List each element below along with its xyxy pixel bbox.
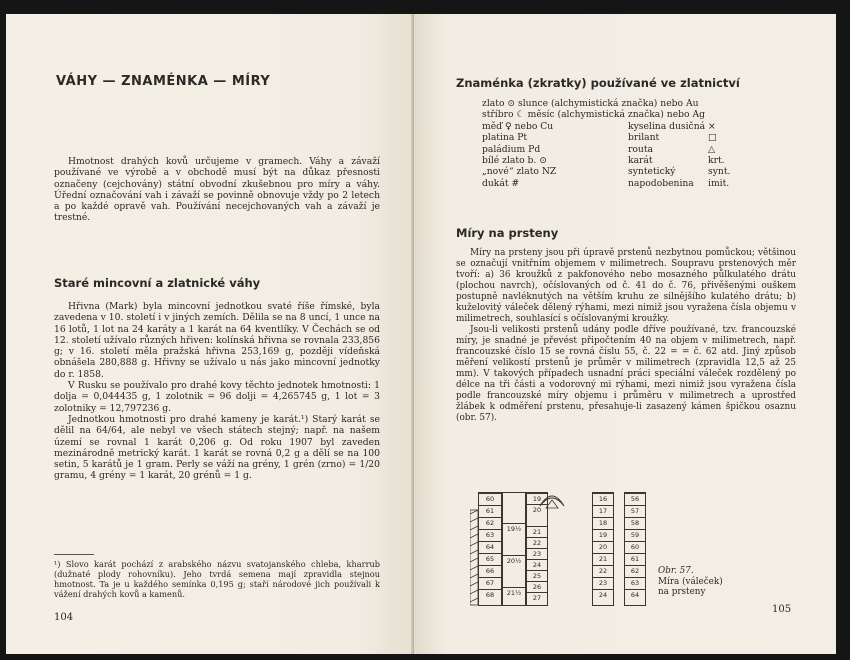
figure-caption-line: Míra (váleček) — [658, 576, 723, 587]
marks-cell: syntetický — [628, 166, 676, 178]
ruler-tick: 60 — [479, 493, 501, 505]
marks-row — [482, 132, 782, 143]
ruler-tick: 24 — [593, 589, 613, 601]
ruler-tick: 62 — [625, 565, 645, 577]
marks-cell: měď ♀ nebo Cu — [482, 120, 554, 132]
marks-section-title: Znaménka (zkratky) používané ve zlatnictví — [456, 76, 740, 90]
marks-cell: zlato ⊙ slunce (alchymistická značka) nebo Au — [482, 98, 699, 109]
page-number-right: 105 — [772, 604, 792, 615]
intro-text: Hmotnost drahých kovů určujeme v gramech. Váhy a závaží používané ve výrobě a v obchodě musí být na důkaz přesnosti označeny (cejchovány) státní obvodní zkušebnou pro míry a váhy. Úřední označování vah i závaží se povinně obnovuje vždy po 2 letech a po každé opravě vah. Používání necejchovaných vah a závaží je trestné. — [54, 156, 380, 224]
ruler-tick: 62 — [479, 517, 501, 529]
marks-cell: kyselina dusičná — [628, 120, 706, 132]
marks-symbol: □ — [708, 132, 717, 144]
paragraph-french-size: Jsou-li velikosti prstenů udány podle dříve používané, tzv. francouzské míry, je snadné je převést připočtením 40 na objem v milimetrech, např. francouzské číslo 15 se rovná číslu 55, č. 22 = = č. 62 atd. Jiný způsob měření velikostí prstenů je průměr v milimetrech (zpravidla 12,5 až 25 mm). V takových případech usnadní práci speciální váleček rozdělený po délce na tři části a vodorovný mi rýhami, mezi nimiž jsou vyražena čísla podle francouzské míry objemu i průměru v milimetrech a uprostřed žlábek k odměření prstenu, přesahuje-li zasazený kámen špičkou osaznu (obr. 57). — [456, 325, 796, 423]
marks-symbol: × — [708, 120, 716, 132]
ruler-tick: 61 — [479, 505, 501, 517]
ruler-tick: 23 — [593, 577, 613, 589]
ruler-tick: 25 — [527, 570, 547, 582]
right-page — [414, 14, 836, 654]
intro-paragraph — [54, 156, 380, 224]
paragraph-mark: Hřivna (Mark) byla mincovní jednotkou svaté říše římské, byla zavedena v 10. století i v jiných zemích. Dělila se na 8 uncí, 1 unce na 16 lotů, 1 lot na 24 karáty a 1 karát na 64 kventlíky. V Čechách se od 12. století užívalo různých hřiven: kolínská hřivna se rovnala 233,856 g; v 16. století měla pražská hřivna 253,169 g, později vídeňská obnášela 280,888 g. Hřivny se užívalo u nás jako mincovní jednotky do r. 1858. — [54, 301, 380, 380]
marks-cell: paládium Pd — [482, 143, 541, 155]
ruler-column-diameter — [592, 492, 614, 606]
ruler-tick: 64 — [625, 589, 645, 601]
section-title-coin-scales: Staré mincovní a zlatnické váhy — [54, 276, 261, 290]
paragraph-ring-gauge: Míry na prsteny jsou při úpravě prstenů nezbytnou pomůckou; většinou se označují vnitřním objemem v milimetrech. Soupravu prstenových měr tvoří: a) 36 kroužků z pakfonového nebo mosazného půlkulatého drátu (plochou navrch), očíslovaných od č. 41 do č. 76, přivěšenými ouškem postupně navléknutých na větším kruhu ze silnějšího kulatého drátu; b) kuželovitý váleček dělený rýhami, mezi nimiž jsou vyražena čísla objemu v milimetrech, souhlasící s očíslovanými kroužky. — [456, 248, 796, 324]
marks-cell: karát — [628, 155, 653, 167]
ruler-tick: 24 — [527, 559, 547, 571]
ruler-tick: 20 — [527, 504, 547, 516]
marks-cell: dukát # — [482, 177, 520, 189]
ruler-column-inner — [526, 492, 548, 606]
ruler-tick: 65 — [479, 553, 501, 565]
ruler-column-circumference — [624, 492, 646, 606]
hatched-strip-left — [470, 510, 478, 605]
marks-cell: stříbro ☾ měsíc (alchymistická značka) nebo Ag — [482, 109, 705, 121]
ruler-tick: 23 — [527, 548, 547, 560]
ruler-tick: 19½ — [503, 523, 525, 535]
ruler-tick: 57 — [625, 505, 645, 517]
chapter-title: VÁHY — ZNAMÉNKA — MÍRY — [56, 74, 271, 89]
marks-row — [482, 178, 782, 189]
ruler-tick: 56 — [625, 493, 645, 505]
ruler-tick: 58 — [625, 517, 645, 529]
ruler-tick: 16 — [593, 493, 613, 505]
ruler-column-middle — [502, 492, 526, 606]
ruler-tick: 20½ — [503, 555, 525, 567]
marks-row — [482, 166, 782, 177]
ruler-tick: 60 — [625, 541, 645, 553]
ruler-tick: 22 — [527, 537, 547, 549]
ruler-tick: 18 — [593, 517, 613, 529]
ruler-tick: 68 — [479, 589, 501, 601]
marks-row — [482, 98, 782, 109]
ruler-tick: 26 — [527, 581, 547, 593]
marks-cell: brilant — [628, 132, 660, 144]
figure-caption-line: na prsteny — [658, 587, 706, 597]
ruler-tick: 66 — [479, 565, 501, 577]
left-page — [6, 14, 414, 654]
figure-number: Obr. 57. — [658, 566, 694, 576]
marks-row — [482, 121, 782, 132]
ruler-tick: 59 — [625, 529, 645, 541]
marks-symbol: krt. — [708, 155, 725, 167]
paragraph-carat: Jednotkou hmotnosti pro drahé kameny je karát.¹) Starý karát se dělil na 64/64, ale nebyl ve všech státech stejný; např. na našem území se rovnal 1 karát 0,206 g. Od roku 1907 byl zaveden mezinárodně metrický karát. 1 karát se rovná 0,2 g a dělí se na 100 setin, 5 karátů je 1 gram. Perly se váží na grény, 1 grén (zrno) = 1/20 gramu, 4 grény = 1 karát, 20 grénů = 1 g. — [54, 413, 380, 482]
marks-table — [482, 98, 782, 189]
ruler-tick: 19 — [527, 493, 547, 505]
ruler-tick: 27 — [527, 592, 547, 604]
figure-caption — [658, 566, 723, 598]
paragraph-russia: V Rusku se používalo pro drahé kovy těchto jednotek hmotnosti: 1 dolja = 0,044435 g, 1 zolotnik = 96 dolji = 4,265745 g, 1 lot = 3 zolotniky = 12,797236 g. — [54, 380, 380, 414]
marks-symbol: △ — [708, 143, 716, 155]
ruler-tick: 63 — [625, 577, 645, 589]
ruler-tick: 21 — [593, 553, 613, 565]
ruler-tick: 19 — [593, 529, 613, 541]
ring-sizes-title: Míry na prsteny — [456, 226, 559, 240]
ruler-column-outer — [478, 492, 502, 606]
marks-cell: routa — [628, 143, 654, 155]
ruler-tick: 21½ — [503, 587, 525, 599]
marks-cell: bílé zlato b. ⊙ — [482, 155, 547, 167]
marks-symbol: imit. — [708, 177, 730, 189]
marks-cell: platina Pt — [482, 132, 528, 144]
coin-scales-text — [54, 301, 380, 482]
marks-cell: „nové“ zlato NZ — [482, 166, 557, 178]
ruler-tick: 22 — [593, 565, 613, 577]
ruler-tick: 63 — [479, 529, 501, 541]
marks-cell: napodobenina — [628, 177, 694, 189]
ring-sizes-text — [456, 248, 796, 424]
ruler-tick: 21 — [527, 526, 547, 538]
footnote-rule — [54, 554, 94, 555]
marks-row — [482, 144, 782, 155]
ruler-tick: 17 — [593, 505, 613, 517]
marks-row — [482, 155, 782, 166]
ruler-tick: 67 — [479, 577, 501, 589]
ruler-tick: 20 — [593, 541, 613, 553]
ruler-tick: 61 — [625, 553, 645, 565]
marks-symbol: synt. — [708, 166, 731, 178]
page-number-left: 104 — [54, 612, 74, 623]
marks-row — [482, 109, 782, 120]
ruler-tick: 64 — [479, 541, 501, 553]
footnote: ¹) Slovo karát pochází z arabského názvu svatojanského chleba, kharrub (dužnaté plody rohovníku). Jeho tvrdá semena mají zpravidla stejnou hmotnost. Ta je u každého semínka 0,195 g; staří národové jich používali k vážení drahých kovů a kamenů. — [54, 559, 380, 599]
